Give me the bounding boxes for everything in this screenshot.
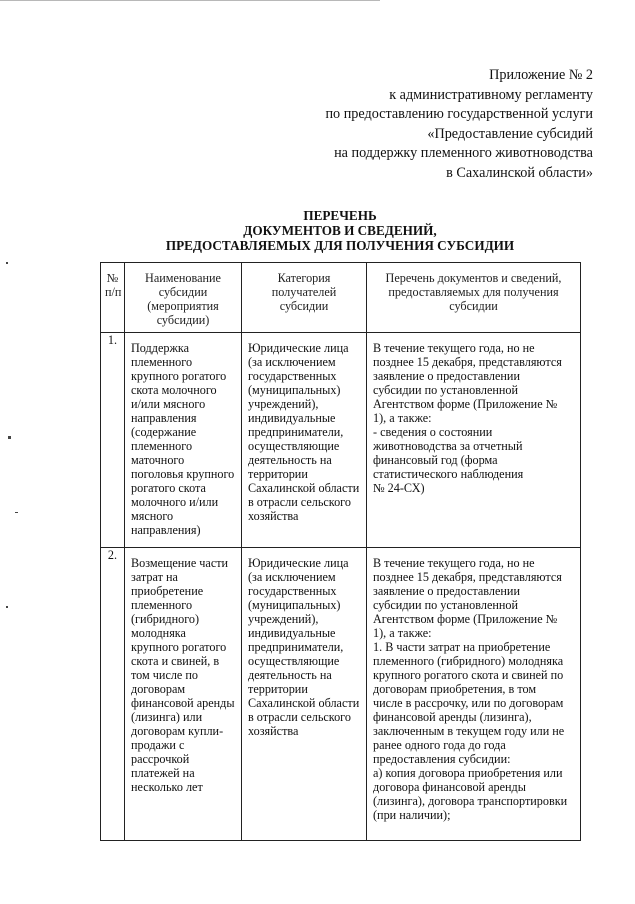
- cell-line: государственных: [248, 369, 337, 383]
- header-line: п/п: [105, 285, 122, 299]
- cell-line: поголовья крупного: [131, 467, 235, 481]
- cell-line: статистического наблюдения: [373, 467, 524, 481]
- cell-line: в отрасли сельского: [248, 710, 351, 724]
- header-line: предоставляемых для получения: [388, 285, 559, 299]
- header-line: субсидии: [449, 299, 498, 313]
- cell-line: числе в рассрочку, или по договорам: [373, 696, 564, 710]
- row-documents: [367, 548, 581, 841]
- documents-table: [100, 262, 581, 841]
- row-name: [125, 333, 242, 548]
- cell-line: индивидуальные: [248, 626, 336, 640]
- cell-line: (муниципальных): [248, 598, 341, 612]
- header-line: Категория: [277, 271, 331, 285]
- cell-line: позднее 15 декабря, представляются: [373, 570, 562, 584]
- cell-line: территории: [248, 682, 308, 696]
- cell-line: государственных: [248, 584, 337, 598]
- appendix-line: в Сахалинской области»: [446, 164, 593, 181]
- cell-line: (муниципальных): [248, 383, 341, 397]
- cell-line: предприниматели,: [248, 425, 344, 439]
- cell-line: направления: [131, 411, 197, 425]
- cell-line: учреждений),: [248, 612, 319, 626]
- cell-line: заявление о предоставлении: [373, 584, 520, 598]
- cell-line: учреждений),: [248, 397, 319, 411]
- cell-line: несколько лет: [131, 780, 203, 794]
- cell-line: приобретение: [131, 584, 204, 598]
- cell-line: племенного: [131, 598, 193, 612]
- cell-line: маточного: [131, 453, 185, 467]
- appendix-line: Приложение № 2: [489, 67, 593, 83]
- cell-line: Возмещение части: [131, 556, 229, 570]
- cell-line: молочного и/или: [131, 495, 219, 509]
- cell-line: индивидуальные: [248, 411, 336, 425]
- cell-line: В течение текущего года, но не: [373, 556, 535, 570]
- header-line: №: [106, 271, 119, 285]
- cell-line: осуществляющие: [248, 439, 340, 453]
- cell-line: субсидии по установленной: [373, 383, 519, 397]
- cell-line: животноводства за отчетный: [373, 439, 523, 453]
- header-cell-name: [125, 263, 242, 333]
- cell-line: В течение текущего года, но не: [373, 341, 535, 355]
- header-cell-number: [101, 263, 125, 333]
- cell-line: скота и свиней, в: [131, 654, 220, 668]
- header-line: Наименование: [145, 271, 221, 285]
- scan-speck: [15, 512, 18, 513]
- scan-speck: [6, 262, 8, 264]
- cell-line: молодняка: [131, 626, 186, 640]
- cell-line: предоставления субсидии:: [373, 752, 511, 766]
- cell-line: в отрасли сельского: [248, 495, 351, 509]
- cell-line: № 24-СХ): [373, 481, 425, 495]
- appendix-line: по предоставлению государственной услуги: [325, 106, 593, 122]
- cell-line: 1), а также:: [373, 411, 432, 425]
- cell-line: (содержание: [131, 425, 197, 439]
- cell-line: племенного: [131, 439, 193, 453]
- title-line: ПРЕДОСТАВЛЯЕМЫХ ДЛЯ ПОЛУЧЕНИЯ СУБСИДИИ: [165, 238, 515, 253]
- table-row: [101, 548, 581, 841]
- cell-line: Сахалинской области: [248, 696, 360, 710]
- cell-line: деятельность на: [248, 453, 332, 467]
- cell-line: осуществляющие: [248, 654, 340, 668]
- cell-line: а) копия договора приобретения или: [373, 766, 563, 780]
- cell-line: хозяйства: [248, 724, 299, 738]
- cell-line: договорам: [131, 682, 186, 696]
- header-line: субсидии: [279, 299, 329, 313]
- cell-line: - сведения о состоянии: [373, 425, 493, 439]
- cell-line: (за исключением: [248, 355, 336, 369]
- scan-speck: [6, 606, 8, 608]
- cell-line: деятельность на: [248, 668, 332, 682]
- scan-speck: [8, 436, 11, 439]
- cell-line: договорам приобретения, в том: [373, 682, 537, 696]
- row-category: [242, 333, 367, 548]
- row-name: [125, 548, 242, 841]
- cell-line: предприниматели,: [248, 640, 344, 654]
- header-cell-documents: [367, 263, 581, 333]
- cell-line: крупного рогатого: [131, 640, 227, 654]
- cell-line: направления): [131, 523, 201, 537]
- cell-line: хозяйства: [248, 509, 299, 523]
- cell-line: финансовой аренды: [131, 696, 235, 710]
- cell-line: том числе по: [131, 668, 199, 682]
- cell-line: племенного: [131, 355, 193, 369]
- cell-line: (гибридного): [131, 612, 200, 626]
- cell-line: заключенным в текущем году или не: [373, 724, 565, 738]
- header-line: получателей: [271, 285, 337, 299]
- header-line: субсидии: [158, 285, 208, 299]
- title-line: ДОКУМЕНТОВ И СВЕДЕНИЙ,: [243, 223, 437, 238]
- appendix-line: к административному регламенту: [389, 86, 593, 103]
- row-documents: [367, 333, 581, 548]
- cell-line: продажи с: [131, 738, 185, 752]
- cell-line: рогатого скота: [131, 481, 206, 495]
- cell-line: скота молочного: [131, 383, 217, 397]
- row-number: 1.: [101, 333, 125, 548]
- appendix-note: [273, 66, 593, 183]
- cell-line: финансовой аренды (лизинга),: [373, 710, 532, 724]
- cell-line: договора финансовой аренды: [373, 780, 526, 794]
- title-line: ПЕРЕЧЕНЬ: [303, 208, 377, 223]
- header-cell-category: [242, 263, 367, 333]
- cell-line: позднее 15 декабря, представляются: [373, 355, 562, 369]
- row-category: [242, 548, 367, 841]
- header-line: субсидии): [156, 313, 210, 327]
- cell-line: племенного (гибридного) молодняка: [373, 654, 564, 668]
- header-line: (мероприятия: [147, 299, 219, 313]
- appendix-line: на поддержку племенного животноводства: [334, 145, 593, 161]
- cell-line: (при наличии);: [373, 808, 451, 822]
- table-row: [101, 333, 581, 548]
- cell-line: (лизинга) или: [131, 710, 203, 724]
- cell-line: заявление о предоставлении: [373, 369, 520, 383]
- cell-line: Юридические лица: [248, 341, 349, 355]
- cell-line: финансовый год (форма: [373, 453, 498, 467]
- cell-line: (за исключением: [248, 570, 336, 584]
- cell-line: территории: [248, 467, 308, 481]
- cell-line: Поддержка: [131, 341, 190, 355]
- cell-line: (лизинга), договора транспортировки: [373, 794, 568, 808]
- cell-line: платежей на: [131, 766, 195, 780]
- cell-line: затрат на: [131, 570, 178, 584]
- cell-line: Юридические лица: [248, 556, 349, 570]
- cell-line: 1. В части затрат на приобретение: [373, 640, 551, 654]
- row-number: 2.: [101, 548, 125, 841]
- cell-line: Агентством форме (Приложение №: [373, 612, 558, 626]
- cell-line: Сахалинской области: [248, 481, 360, 495]
- cell-line: рассрочкой: [131, 752, 190, 766]
- cell-line: и/или мясного: [131, 397, 206, 411]
- header-line: Перечень документов и сведений,: [385, 271, 562, 285]
- cell-line: Агентством форме (Приложение №: [373, 397, 558, 411]
- cell-line: крупного рогатого скота и свиней по: [373, 668, 564, 682]
- appendix-line: «Предоставление субсидий: [427, 125, 593, 142]
- cell-line: 1), а также:: [373, 626, 432, 640]
- document-title: [100, 208, 580, 253]
- scan-top-rule: [0, 0, 380, 1]
- cell-line: крупного рогатого: [131, 369, 227, 383]
- cell-line: ранее одного года до года: [373, 738, 506, 752]
- cell-line: договорам купли-: [131, 724, 224, 738]
- table-header-row: [101, 263, 581, 333]
- cell-line: мясного: [131, 509, 174, 523]
- cell-line: субсидии по установленной: [373, 598, 519, 612]
